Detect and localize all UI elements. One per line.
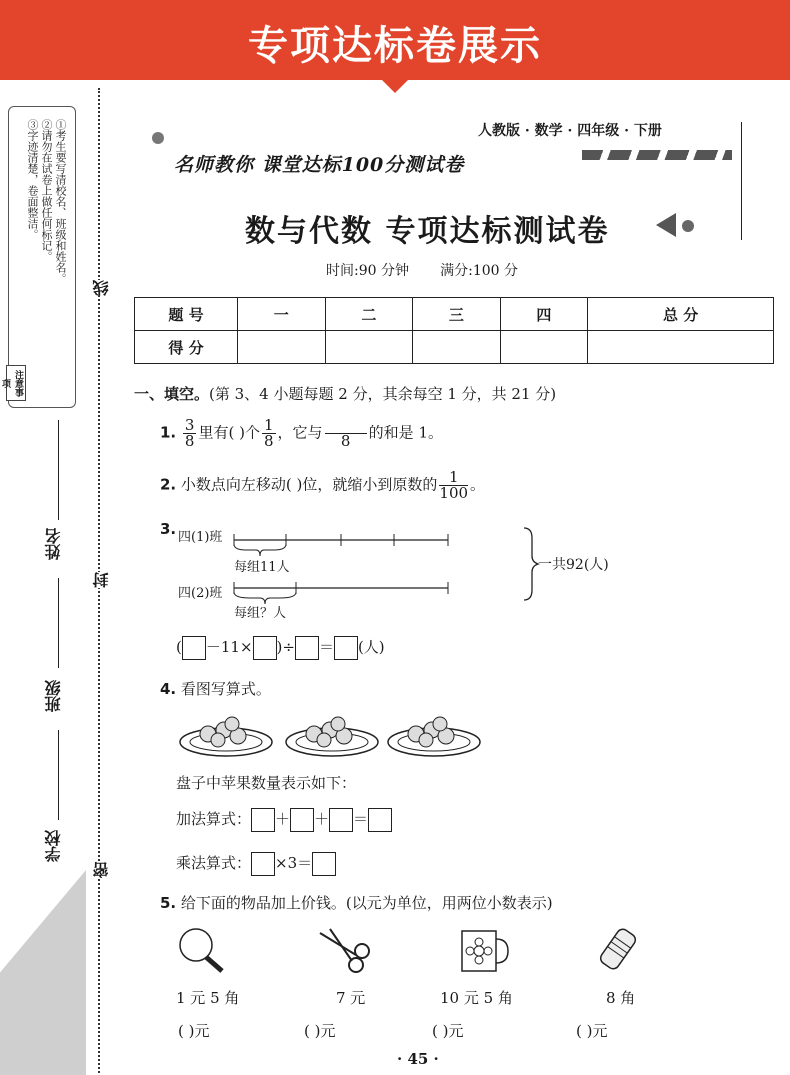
formula-text: )÷ <box>276 638 295 656</box>
notice-line-2: ②请勿在试卷上做任何标记。 <box>40 119 53 262</box>
dash-decoration <box>582 150 732 160</box>
fraction: $\frac{3}{8}$ <box>184 416 195 450</box>
section-title: 一、填空。 <box>134 385 210 403</box>
add-label: 加法算式： <box>176 810 252 828</box>
full-score-text: 满分:100 分 <box>440 263 519 279</box>
answer-box[interactable] <box>312 852 336 876</box>
score-header-cell: 一 <box>238 298 326 331</box>
page-number: · 45 · <box>397 1050 439 1068</box>
notice-text <box>25 119 67 399</box>
question-number: 1. <box>160 423 177 442</box>
section-note: (第 3、4 小题每题 2 分，其余每空 1 分，共 21 分) <box>209 385 557 403</box>
name-field-line[interactable] <box>58 420 59 520</box>
q4-mul-formula <box>176 852 336 876</box>
equals-sign: ＝ <box>353 810 369 828</box>
answer-box[interactable] <box>368 808 392 832</box>
q2-text: 小数点向左移动( )位，就缩小到原数的 <box>180 475 438 494</box>
question-number: 2. <box>160 475 177 494</box>
q1-text-3: 的和是 1。 <box>368 423 443 442</box>
question-number: 3. <box>160 520 177 538</box>
price-label: 7 元 <box>336 989 366 1007</box>
formula-text: (人) <box>357 638 385 656</box>
fraction: $\frac{1}{100}$ <box>439 468 469 502</box>
time-text: 时间:90 分钟 <box>326 263 409 279</box>
score-cell[interactable] <box>413 331 501 364</box>
cut-seal-label: 封 <box>92 572 111 588</box>
subtitle: 名师教你 课堂达标100分测试卷 <box>174 154 465 176</box>
mug-icon <box>456 925 512 975</box>
class-label: 班级 <box>44 680 63 712</box>
score-value-row <box>135 331 774 364</box>
school-label: 学校 <box>44 830 63 862</box>
price-label: 1 元 5 角 <box>176 989 240 1007</box>
answer-box[interactable] <box>334 636 358 660</box>
fraction: $\frac{1}{8}$ <box>263 416 274 450</box>
times-text: ×3＝ <box>275 854 313 872</box>
notice-tag: 注意事项 <box>6 365 26 401</box>
q5-title: 给下面的物品加上价钱。(以元为单位，用两位小数表示) <box>180 894 553 912</box>
score-header-cell: 三 <box>413 298 501 331</box>
price-label: 8 角 <box>606 989 636 1007</box>
group1-label: 每组11人 <box>234 560 290 575</box>
formula-text: －11× <box>205 638 253 656</box>
score-header-cell: 二 <box>325 298 413 331</box>
edition-text: 人教版 · 数学 · 四年级 · 下册 <box>478 123 662 139</box>
time-info <box>326 260 518 280</box>
question-4 <box>160 678 271 699</box>
page-title: 数与代数 专项达标测试卷 <box>245 214 610 249</box>
eraser-icon <box>598 925 638 973</box>
scissors-icon <box>316 925 376 975</box>
notice-line-3: ③字迹清楚，卷面整洁。 <box>26 119 39 240</box>
score-cell[interactable] <box>588 331 774 364</box>
question-5 <box>160 892 553 913</box>
answer-box[interactable] <box>290 808 314 832</box>
question-number: 5. <box>160 894 177 912</box>
cut-line-label: 线 <box>92 280 111 296</box>
score-table <box>134 297 774 364</box>
score-header-cell: 四 <box>500 298 588 331</box>
banner-title: 专项达标卷展示 <box>248 23 542 69</box>
plus-sign: ＋ <box>314 810 330 828</box>
formula-text: ＝ <box>318 638 334 656</box>
answer-box[interactable] <box>253 636 277 660</box>
q1-text-1: 里有( )个 <box>198 423 260 442</box>
question-1 <box>160 418 443 449</box>
answer-fraction[interactable]: 8 <box>325 418 367 449</box>
notice-line-1: ①考生要写清校名、班级和姓名。 <box>54 119 67 284</box>
question-2 <box>160 470 485 501</box>
notice-box <box>8 106 76 408</box>
total-label: 一共92(人) <box>538 557 609 573</box>
plus-sign: ＋ <box>275 810 291 828</box>
score-header-cell: 题 号 <box>135 298 238 331</box>
score-row-label: 得 分 <box>135 331 238 364</box>
q3-formula <box>176 636 385 660</box>
apple-plate-icon <box>176 710 276 760</box>
q4-title: 看图写算式。 <box>180 680 271 698</box>
banner-notch <box>382 80 408 93</box>
answer-box[interactable] <box>295 636 319 660</box>
answer-box[interactable] <box>329 808 353 832</box>
gray-corner-decoration <box>0 870 86 1075</box>
arrow-decoration <box>656 213 676 237</box>
mul-label: 乘法算式： <box>176 854 252 872</box>
class-field-line[interactable] <box>58 578 59 668</box>
price-label: 10 元 5 角 <box>440 989 513 1007</box>
class1-label: 四(1)班 <box>178 530 223 545</box>
group2-label: 每组？人 <box>234 606 287 621</box>
ping-pong-paddle-icon <box>176 925 230 975</box>
line-segment-diagram <box>176 520 636 620</box>
score-cell[interactable] <box>325 331 413 364</box>
answer-box[interactable] <box>251 808 275 832</box>
section-heading <box>134 383 556 404</box>
answer-blank[interactable]: ( )元 <box>178 1022 210 1040</box>
score-cell[interactable] <box>500 331 588 364</box>
apple-plate-icon <box>384 710 484 760</box>
top-banner <box>0 0 790 80</box>
circle-decoration <box>152 132 164 144</box>
score-cell[interactable] <box>238 331 326 364</box>
score-header-row <box>135 298 774 331</box>
answer-blank[interactable]: ( )元 <box>304 1022 336 1040</box>
q1-text-2: ，它与 <box>277 423 323 442</box>
school-field-line[interactable] <box>58 730 59 820</box>
q4-desc: 盘子中苹果数量表示如下： <box>176 774 357 792</box>
answer-box[interactable] <box>182 636 206 660</box>
score-header-cell: 总 分 <box>588 298 774 331</box>
q4-add-formula <box>176 808 392 832</box>
dot-decoration <box>682 220 694 232</box>
cut-secret-label: 密 <box>92 862 111 878</box>
answer-blank[interactable]: ( )元 <box>432 1022 464 1040</box>
name-label: 姓名 <box>44 528 63 560</box>
apple-plate-icon <box>282 710 382 760</box>
class2-label: 四(2)班 <box>178 586 223 601</box>
question-3-number <box>160 520 176 538</box>
answer-box[interactable] <box>251 852 275 876</box>
q2-end: 。 <box>470 475 486 494</box>
formula-text: ( <box>176 638 182 656</box>
question-number: 4. <box>160 680 177 698</box>
answer-blank[interactable]: ( )元 <box>576 1022 608 1040</box>
